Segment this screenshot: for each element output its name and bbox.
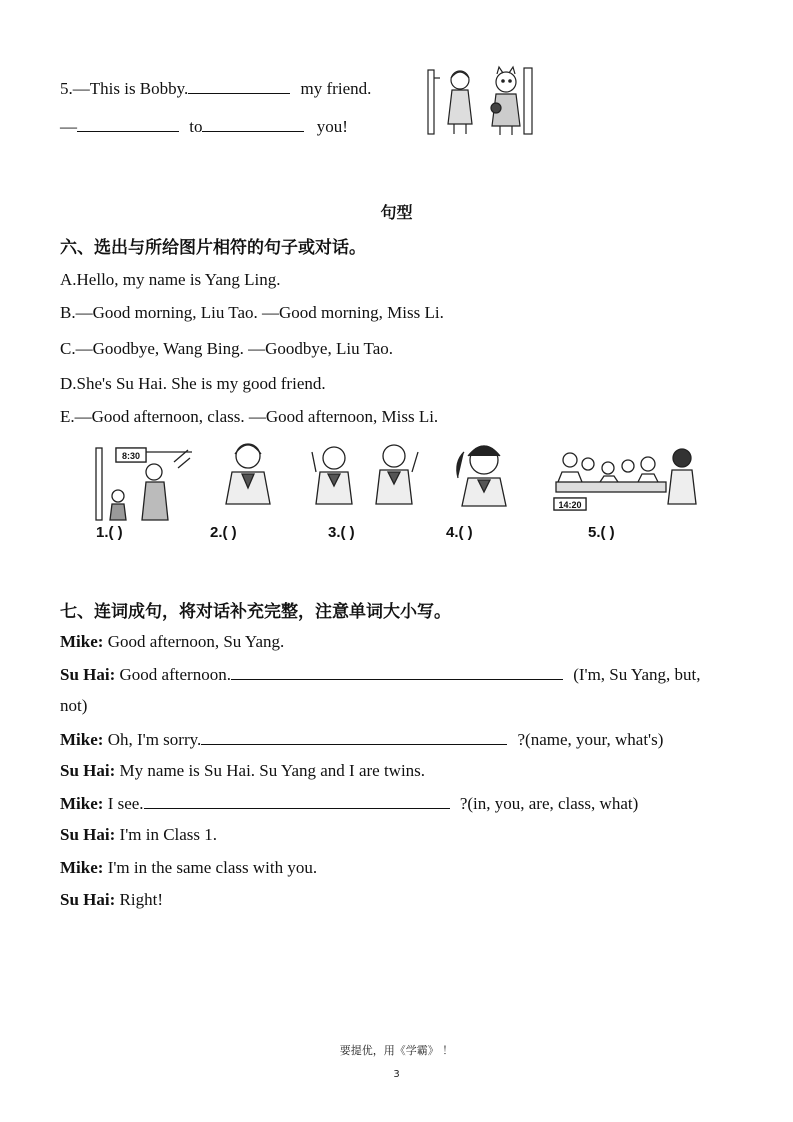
answer-blank[interactable] <box>231 664 563 680</box>
q5-line2-end: you! <box>316 117 348 136</box>
picture-4 <box>457 446 506 506</box>
line-text: Good afternoon, Su Yang. <box>107 632 285 651</box>
line-text: Good afternoon. <box>119 665 231 684</box>
word-hint: ?(name, your, what's) <box>517 730 664 749</box>
speaker: Su Hai: <box>60 665 116 684</box>
word-hint: (I'm, Su Yang, but, <box>573 665 701 684</box>
speaker: Mike: <box>60 730 104 749</box>
dialogue-line <box>60 890 163 910</box>
q5-line2 <box>60 116 348 137</box>
speaker: Mike: <box>60 794 104 813</box>
speaker: Mike: <box>60 632 104 651</box>
bobby-illustration <box>426 64 534 138</box>
answer-blank[interactable] <box>77 116 179 132</box>
dialogue-line <box>60 729 663 750</box>
option-c: C.—Goodbye, Wang Bing. —Goodbye, Liu Tao. <box>60 339 394 358</box>
line-text: Oh, I'm sorry. <box>107 730 202 749</box>
picture-label-4: 4.( ) <box>446 524 473 541</box>
clock-2: 14:20 <box>558 500 582 510</box>
footer-text: 要提优，用《学霸》 ！ <box>339 1044 454 1057</box>
page-number: 3 <box>393 1069 400 1080</box>
line-text: Right! <box>119 890 163 909</box>
line-text: I'm in the same class with you. <box>107 858 318 877</box>
speaker: Su Hai: <box>60 761 116 780</box>
dialogue-line <box>60 825 217 845</box>
picture-label-1: 1.( ) <box>96 524 123 541</box>
dialogue-line <box>60 632 284 652</box>
dialogue-line <box>60 664 700 685</box>
section6-heading: 六、选出与所给图片相符的句子或对话。 <box>60 238 366 258</box>
section7-heading: 七、连词成句，将对话补充完整，注意单词大小写。 <box>60 602 451 622</box>
word-hint: ?(in, you, are, class, what) <box>459 794 639 813</box>
speaker: Mike: <box>60 858 104 877</box>
dialogue-line-cont: not) <box>60 696 88 715</box>
q5-line1-end: my friend. <box>300 79 372 98</box>
q5-line1 <box>60 78 371 99</box>
picture-2 <box>226 444 270 504</box>
dialogue-line <box>60 761 425 781</box>
line-text: I see. <box>107 794 144 813</box>
picture-label-3: 3.( ) <box>328 524 355 541</box>
q5-line1-start: 5.—This is Bobby. <box>60 79 189 98</box>
option-a: A.Hello, my name is Yang Ling. <box>60 270 281 289</box>
answer-blank[interactable] <box>202 116 304 132</box>
picture-label-5: 5.( ) <box>588 524 615 541</box>
line-text: My name is Su Hai. Su Yang and I are twins. <box>119 761 426 780</box>
answer-blank[interactable] <box>188 78 290 94</box>
picture-label-2: 2.( ) <box>210 524 237 541</box>
answer-blank[interactable] <box>144 793 450 809</box>
option-d: D.She's Su Hai. She is my good friend. <box>60 374 326 393</box>
q5-line2-start: — <box>60 117 77 136</box>
clock-1: 8:30 <box>121 451 141 461</box>
speaker: Su Hai: <box>60 890 116 909</box>
line-text: I'm in Class 1. <box>119 825 218 844</box>
option-e: E.—Good afternoon, class. —Good afternoon, Miss Li. <box>60 407 439 426</box>
answer-blank[interactable] <box>201 729 507 745</box>
dialogue-line <box>60 858 317 878</box>
speaker: Su Hai: <box>60 825 116 844</box>
picture-3 <box>312 445 418 504</box>
q5-line2-mid: to <box>189 117 203 136</box>
dialogue-line <box>60 793 638 814</box>
option-b: B.—Good morning, Liu Tao. —Good morning, Miss Li. <box>60 303 444 322</box>
section-title: 句型 <box>380 203 413 222</box>
